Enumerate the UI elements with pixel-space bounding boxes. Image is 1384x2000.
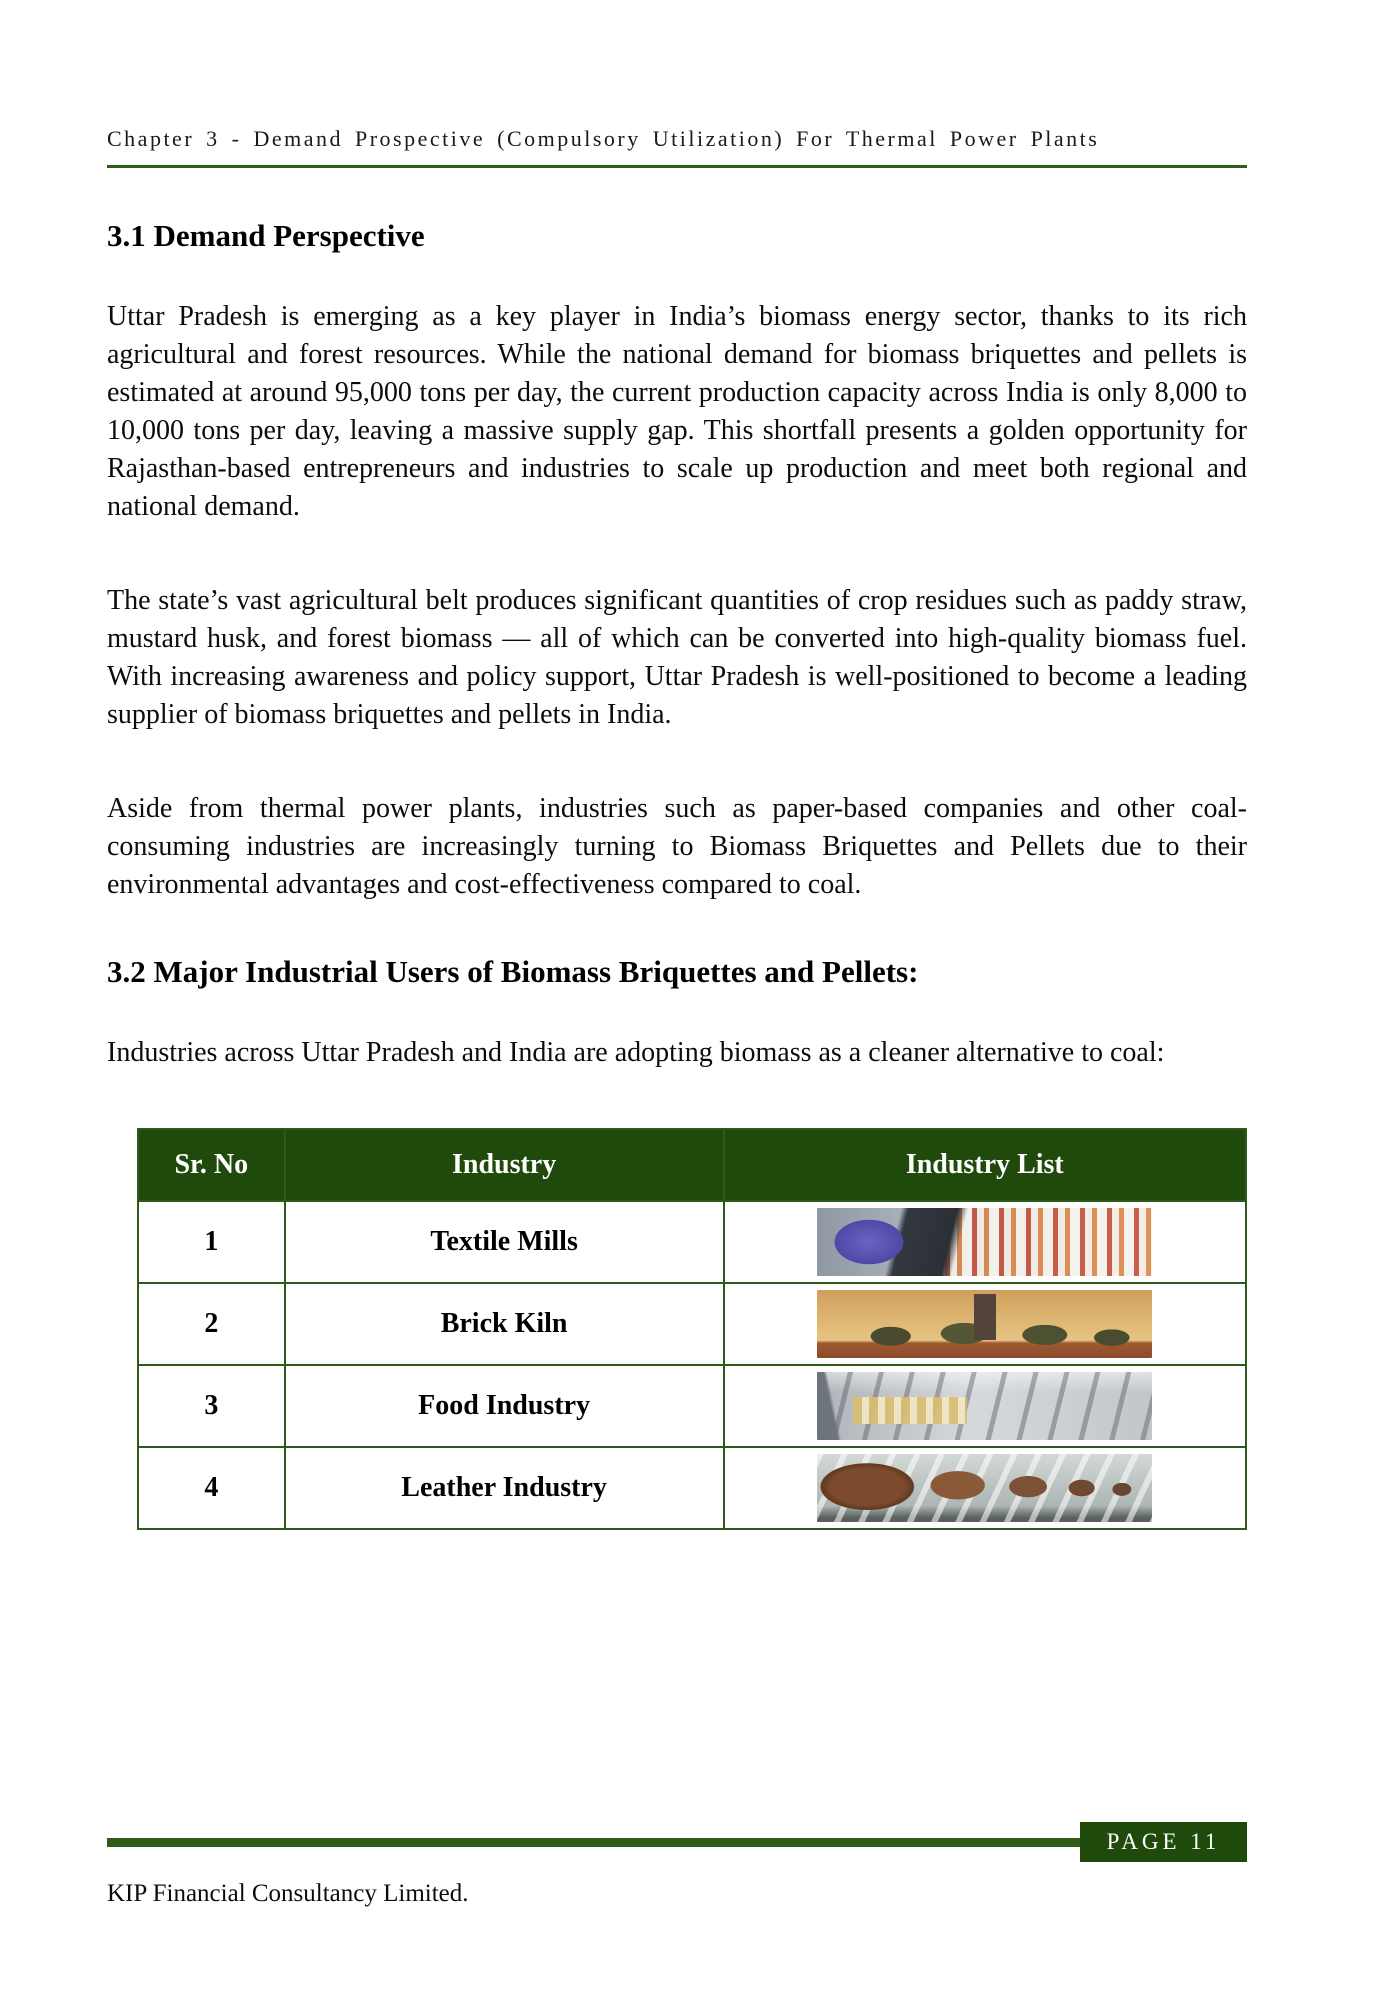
industry-list-cell <box>724 1201 1246 1283</box>
table-header-row <box>138 1129 1246 1201</box>
brick-kiln-photo <box>817 1290 1152 1358</box>
table-row <box>138 1201 1246 1283</box>
column-header-sr-no: Sr. No <box>138 1129 285 1201</box>
section-3-2-heading: 3.2 Major Industrial Users of Biomass Briquettes and Pellets: <box>107 954 919 989</box>
table-row <box>138 1447 1246 1529</box>
page-footer <box>107 1822 1247 1942</box>
industry-cell: Textile Mills <box>285 1201 724 1283</box>
section-3-1-heading: 3.1 Demand Perspective <box>107 218 425 253</box>
leather-industry-photo <box>817 1454 1152 1522</box>
industry-users-table <box>137 1128 1247 1530</box>
industry-list-cell <box>724 1283 1246 1365</box>
sr-no-cell: 2 <box>138 1283 285 1365</box>
industry-list-cell <box>724 1447 1246 1529</box>
chapter-heading: Chapter 3 - Demand Prospective (Compulsory Utilization) For Thermal Power Plants <box>107 126 1100 151</box>
paragraph-industries-adopting: Industries across Uttar Pradesh and India are adopting biomass as a cleaner alternative to coal: <box>107 1037 1165 1068</box>
paragraph-other-industries: Aside from thermal power plants, industries such as paper-based companies and other coal-consuming industries are increasingly turning to Biomass Briquettes and Pellets due to their environmental advantages and cost-effectiveness compared to coal. <box>107 793 1247 900</box>
page-number-badge: PAGE 11 <box>1080 1822 1247 1862</box>
header-rule <box>107 165 1247 168</box>
textile-mills-photo <box>817 1208 1152 1276</box>
table-row <box>138 1283 1246 1365</box>
industry-list-cell <box>724 1365 1246 1447</box>
industry-cell: Brick Kiln <box>285 1283 724 1365</box>
sr-no-cell: 3 <box>138 1365 285 1447</box>
paragraph-agricultural-belt: The state’s vast agricultural belt produces significant quantities of crop residues such as paddy straw, mustard husk, and forest biomass — all of which can be converted into high-quality biomass fuel. With increasing awareness and policy support, Uttar Pradesh is well-positioned to become a leading supplier of biomass briquettes and pellets in India. <box>107 585 1247 730</box>
industry-cell: Leather Industry <box>285 1447 724 1529</box>
food-industry-photo <box>817 1372 1152 1440</box>
paragraph-demand-overview: Uttar Pradesh is emerging as a key player in India’s biomass energy sector, thanks to its rich agricultural and forest resources. While the national demand for biomass briquettes and pellets is estimated at around 95,000 tons per day, the current production capacity across India is only 8,000 to 10,000 tons per day, leaving a massive supply gap. This shortfall presents a golden opportunity for Rajasthan-based entrepreneurs and industries to scale up production and meet both regional and national demand. <box>107 301 1247 522</box>
footer-rule <box>107 1838 1160 1847</box>
sr-no-cell: 4 <box>138 1447 285 1529</box>
table-row <box>138 1365 1246 1447</box>
footer-company-name: KIP Financial Consultancy Limited. <box>107 1880 469 1907</box>
industry-cell: Food Industry <box>285 1365 724 1447</box>
running-header <box>107 126 1247 168</box>
column-header-industry: Industry <box>285 1129 724 1201</box>
column-header-industry-list: Industry List <box>724 1129 1246 1201</box>
sr-no-cell: 1 <box>138 1201 285 1283</box>
